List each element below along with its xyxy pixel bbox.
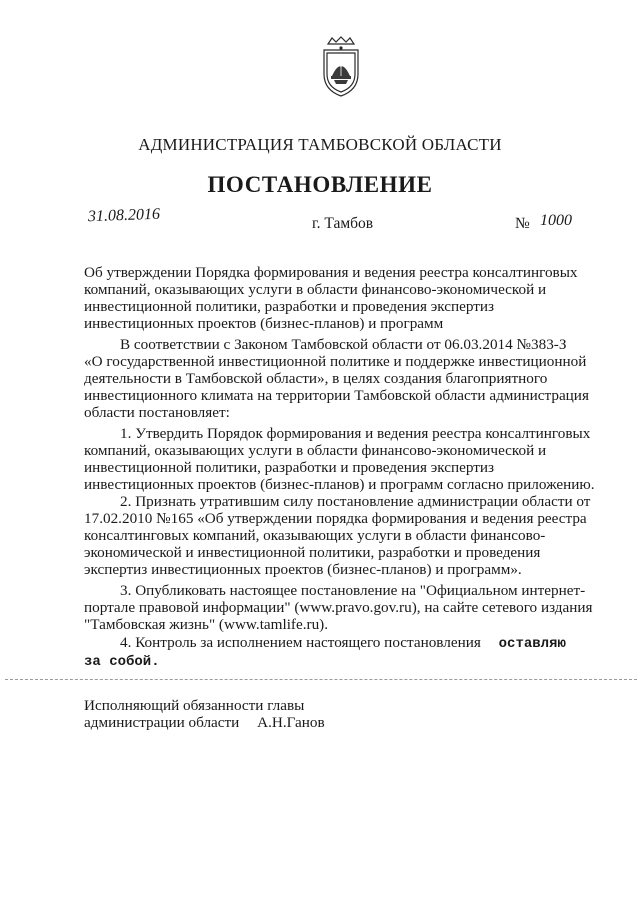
coat-of-arms-emblem <box>318 36 364 98</box>
clause-2 <box>84 494 614 579</box>
clause-line: 1. Утвердить Порядок формирования и ведения реестра консалтинговых <box>120 425 591 442</box>
clause-line: компаний, оказывающих услуги в области финансово-экономической и <box>84 441 547 459</box>
preamble-line: «О государственной инвестиционной политике и поддержке инвестиционной <box>84 352 587 370</box>
preamble-line: инвестиционного климата на территории Тамбовской области администрация <box>84 386 589 404</box>
clause-line: 3. Опубликовать настоящее постановление на "Официальном интернет- <box>120 582 586 599</box>
document-number-label: № <box>515 215 530 232</box>
document-city: г. Тамбов <box>312 215 374 232</box>
clause-4 <box>84 635 614 671</box>
clause-1 <box>84 426 614 494</box>
clause-line: экспертиз инвестиционных проектов (бизнес-планов) и программ». <box>84 560 522 578</box>
clause-line: экономической и инвестиционной политики, разработки и проведения <box>84 543 541 561</box>
signature-block <box>84 697 484 731</box>
signatory-name: А.Н.Ганов <box>257 714 325 731</box>
document-date: 31.08.2016 <box>87 205 161 226</box>
document-type-title: ПОСТАНОВЛЕНИЕ <box>207 172 433 197</box>
subject-line: компаний, оказывающих услуги в области финансово-экономической и <box>84 280 547 298</box>
clause-4-stamp-text: оставляю <box>498 636 566 652</box>
document-number: 1000 <box>540 212 572 229</box>
clause-line: инвестиционной политики, разработки и проведения экспертиз <box>84 458 495 476</box>
clause-line: "Тамбовская жизнь" (www.tamlife.ru). <box>84 615 329 633</box>
preamble-line: деятельности в Тамбовской области», в целях создания благоприятного <box>84 369 548 387</box>
clause-3 <box>84 583 614 634</box>
clause-line: портале правовой информации" (www.pravo.gov.ru), на сайте сетевого издания <box>84 598 593 616</box>
clause-line: 2. Признать утратившим силу постановление администрации области от <box>120 493 591 510</box>
subject-line: инвестиционной политики, разработки и проведения экспертиз <box>84 297 495 315</box>
clause-line: консалтинговых компаний, оказывающих услуги в области финансово- <box>84 526 546 544</box>
subject-line: Об утверждении Порядка формирования и ведения реестра консалтинговых <box>84 264 578 281</box>
clause-line: 4. Контроль за исполнением настоящего постановления <box>120 634 481 651</box>
clause-line: 17.02.2010 №165 «Об утверждении порядка формирования и ведения реестра <box>84 509 587 527</box>
document-subject <box>84 265 614 333</box>
preamble-line: В соответствии с Законом Тамбовской области от 06.03.2014 №383-З <box>120 336 567 353</box>
clause-4-stamp-text: за собой. <box>84 653 160 670</box>
preamble-paragraph <box>84 337 614 422</box>
organization-title: АДМИНИСТРАЦИЯ ТАМБОВСКОЙ ОБЛАСТИ <box>138 135 502 154</box>
signature-position: администрации области <box>84 714 240 731</box>
subject-line: инвестиционных проектов (бизнес-планов) и программ <box>84 314 444 332</box>
preamble-line: области постановляет: <box>84 403 230 421</box>
dashed-divider <box>5 679 637 680</box>
signature-position: Исполняющий обязанности главы <box>84 697 305 714</box>
clause-line: инвестиционных проектов (бизнес-планов) и программ согласно приложению. <box>84 475 595 493</box>
